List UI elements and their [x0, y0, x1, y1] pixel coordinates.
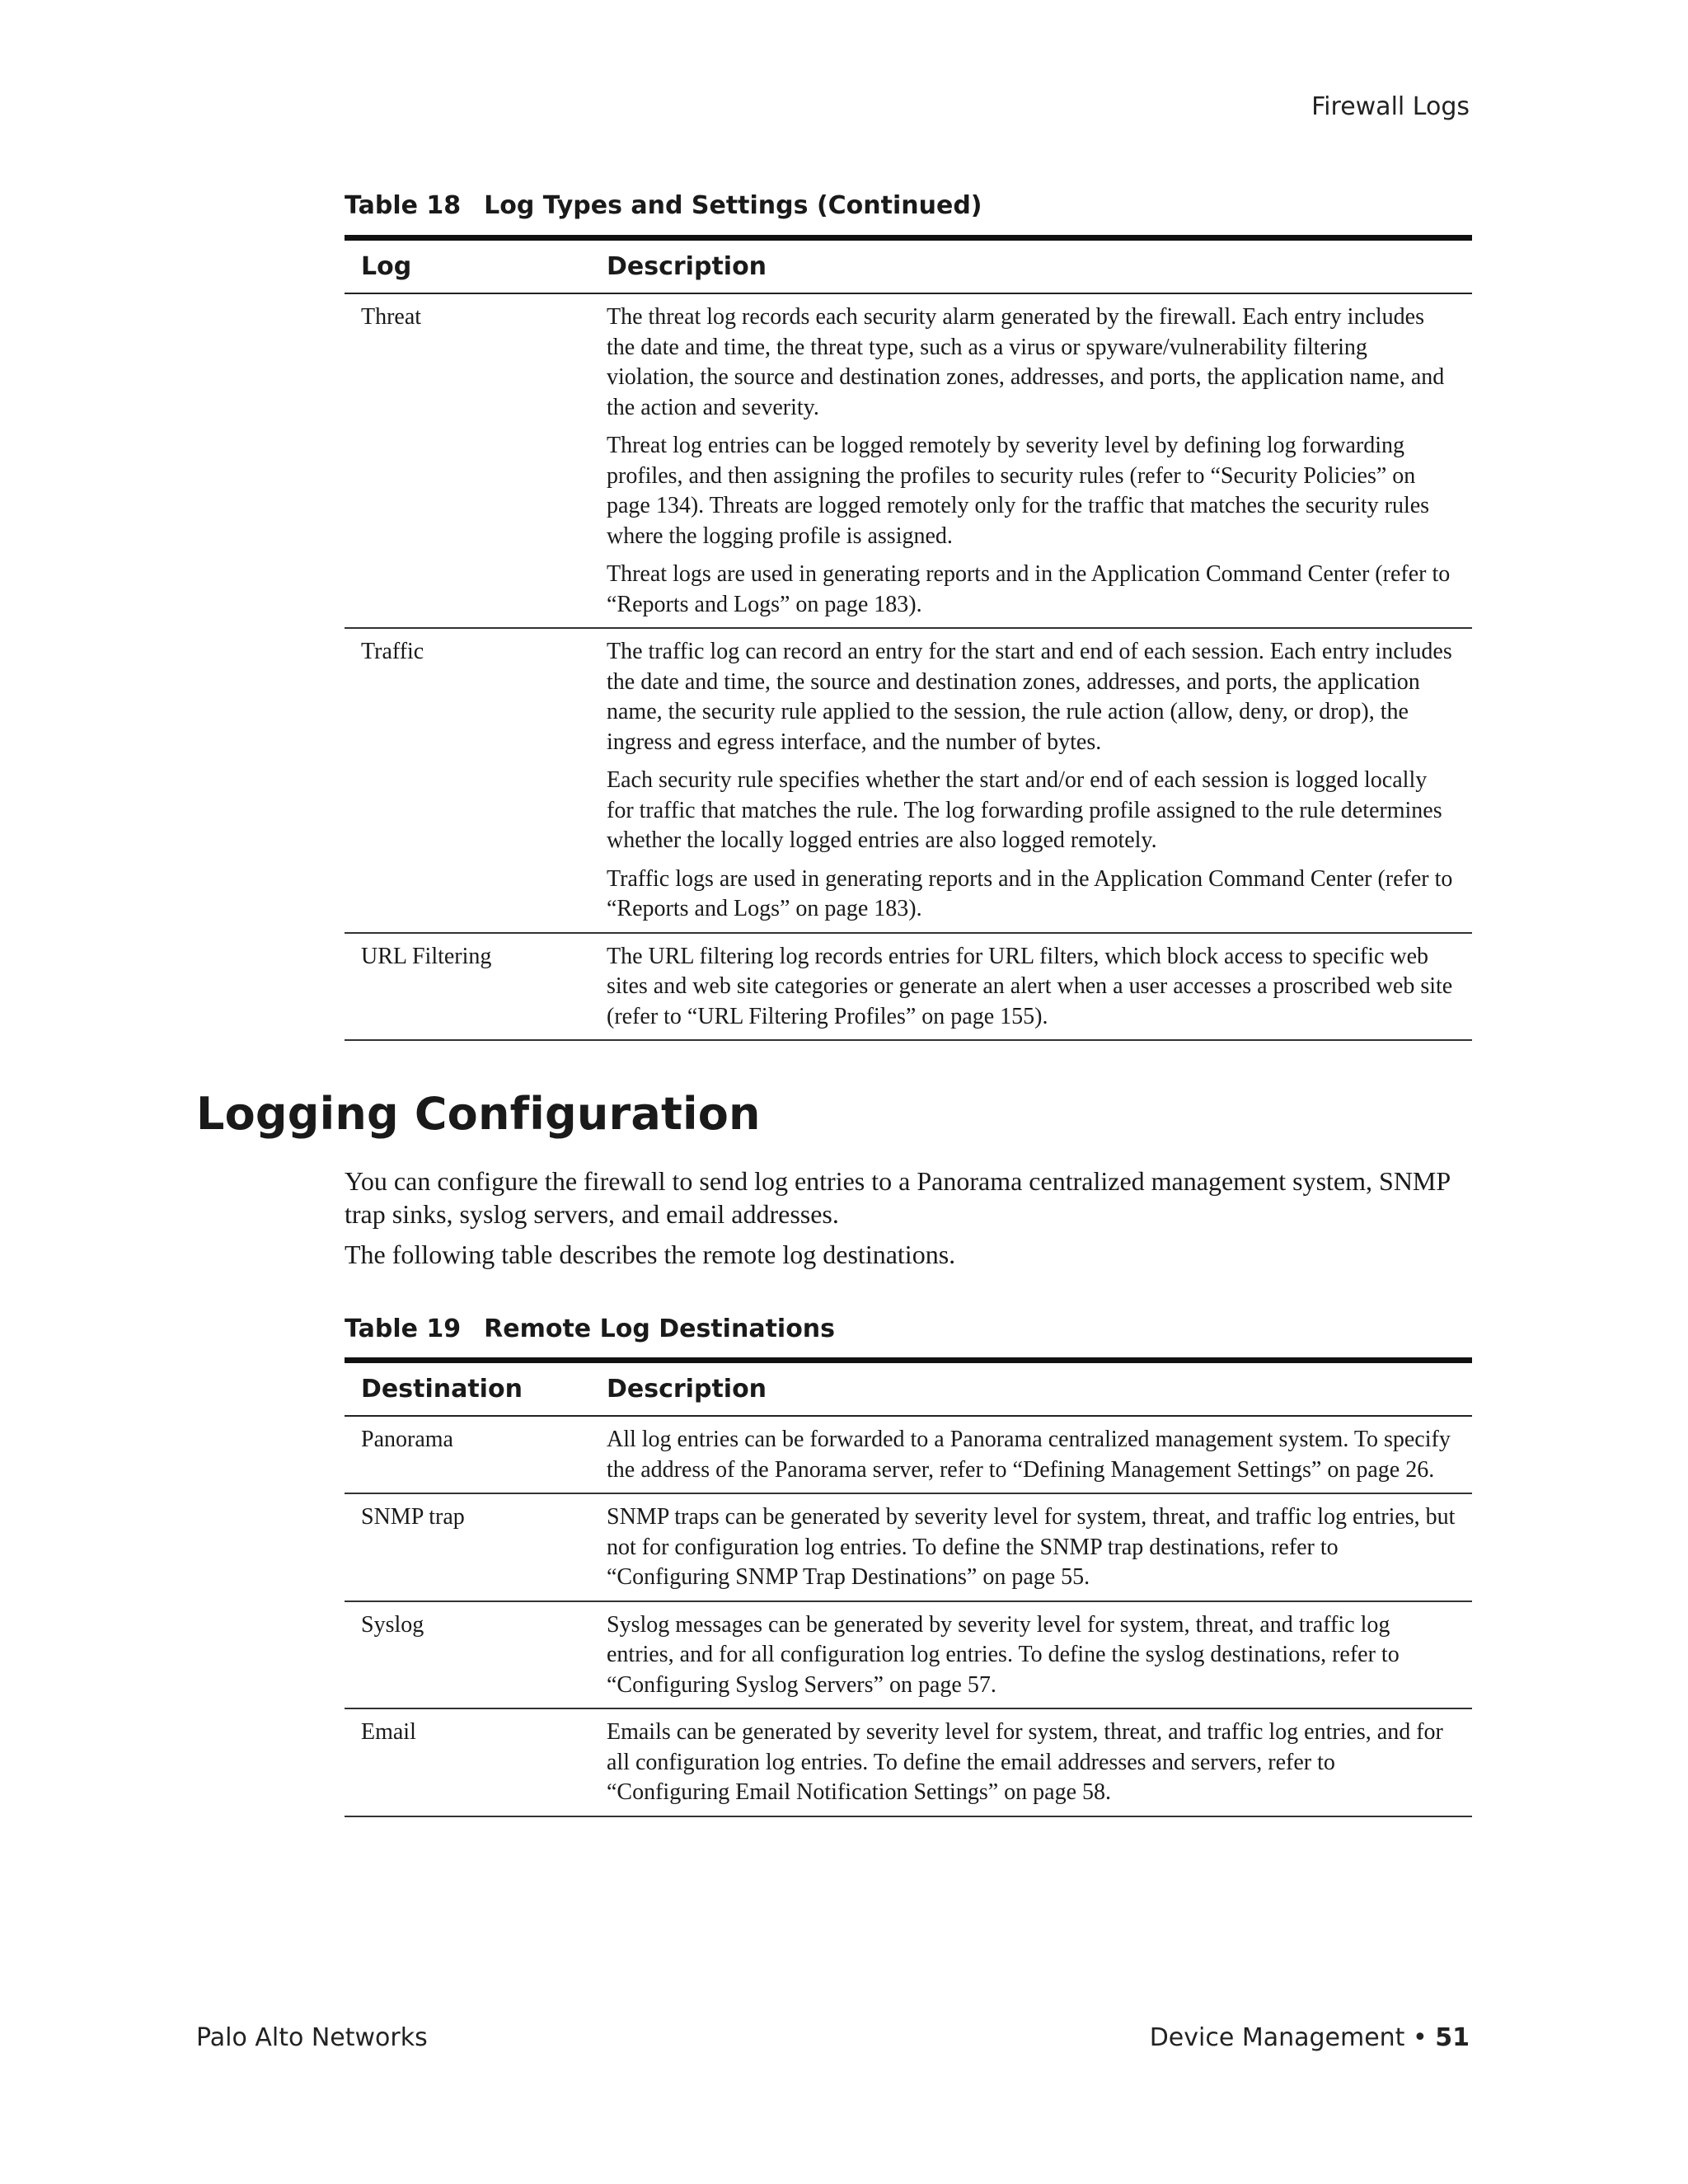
footer-company: Palo Alto Networks — [196, 2023, 428, 2052]
footer-chapter: Device Management — [1149, 2023, 1405, 2052]
description-cell: Syslog messages can be generated by severity level for system, threat, and traffic log entries, and for all configuration log entries. To define the syslog destinations, refer to “Configuring Syslog Servers” on page 57. — [590, 1601, 1472, 1709]
footer-page-info — [1150, 2023, 1470, 2052]
column-header-destination: Destination — [345, 1361, 590, 1417]
table-header-row — [345, 1361, 1472, 1417]
section-heading: Logging Configuration — [196, 1088, 761, 1140]
destination-cell: SNMP trap — [345, 1493, 590, 1601]
description-cell: SNMP traps can be generated by severity level for system, threat, and traffic log entries, but not for configuration log entries. To define the SNMP trap destinations, refer to “Configuring SNMP Trap Destinations” on page 55. — [590, 1493, 1472, 1601]
description-paragraph: The threat log records each security alarm generated by the firewall. Each entry includes the date and time, the threat type, such as a virus or spyware/vulnerability filtering violation, the source and destination zones, addresses, and ports, the application name, and the action and severity. — [607, 304, 1445, 420]
table-header-row — [345, 238, 1472, 294]
description-paragraph: The traffic log can record an entry for the start and end of each session. Each entry includes the date and time, the source and destination zones, addresses, and ports, the application name, the security rule applied to the session, the rule action (allow, deny, or drop), the ingress and egress interface, and the number of bytes. — [607, 639, 1452, 755]
table-row — [345, 1493, 1472, 1601]
table-row — [345, 628, 1472, 933]
table-19-title: Remote Log Destinations — [484, 1315, 836, 1343]
table-row — [345, 293, 1472, 628]
table-18-number: Table 18 — [345, 191, 462, 220]
description-cell — [590, 293, 1472, 628]
table-row — [345, 933, 1472, 1041]
destination-cell: Panorama — [345, 1416, 590, 1493]
description-cell: Emails can be generated by severity level for system, threat, and traffic log entries, and for all configuration log entries. To define the email addresses and servers, refer to “Configuring Email Notification Settings” on page 58. — [590, 1708, 1472, 1816]
table-18-title: Log Types and Settings (Continued) — [484, 191, 982, 220]
table-19-caption — [345, 1315, 835, 1343]
description-cell: All log entries can be forwarded to a Panorama centralized management system. To specify the address of the Panorama server, refer to “Defining Management Settings” on page 26. — [590, 1416, 1472, 1493]
description-paragraph: The URL filtering log records entries for URL filters, which block access to specific web sites and web site categories or generate an alert when a user accesses a proscribed web site (refer to “URL Filtering Profiles” on page 155). — [607, 943, 1453, 1029]
log-type-cell: URL Filtering — [345, 933, 590, 1041]
table-18-caption — [345, 191, 982, 220]
table-row — [345, 1708, 1472, 1816]
description-paragraph: Threat log entries can be logged remotely by severity level by defining log forwarding profiles, and then assigning the profiles to security rules (refer to “Security Policies” on page 134). Threats are logged remotely only for the traffic that matches the security rules where the logging profile is assigned. — [607, 433, 1430, 549]
destination-cell: Syslog — [345, 1601, 590, 1709]
intro-paragraph: The following table describes the remote log destinations. — [345, 1240, 956, 1269]
description-cell — [590, 933, 1472, 1041]
description-paragraph: Traffic logs are used in generating reports and in the Application Command Center (refer to “Reports and Logs” on page 183). — [607, 865, 1453, 921]
table-19 — [345, 1357, 1472, 1817]
intro-paragraph: You can configure the firewall to send log entries to a Panorama centralized management system, SNMP trap sinks, syslog servers, and email addresses. — [345, 1166, 1450, 1229]
description-paragraph: Threat logs are used in generating reports and in the Application Command Center (refer to “Reports and Logs” on page 183). — [607, 561, 1451, 617]
footer-separator: • — [1413, 2023, 1428, 2052]
description-cell — [590, 628, 1472, 933]
running-head: Firewall Logs — [1311, 92, 1470, 121]
table-18 — [345, 235, 1472, 1041]
log-type-cell: Traffic — [345, 628, 590, 933]
table-row — [345, 1416, 1472, 1493]
table-row — [345, 1601, 1472, 1709]
log-type-cell: Threat — [345, 293, 590, 628]
table-19-number: Table 19 — [345, 1315, 462, 1343]
column-header-log: Log — [345, 238, 590, 294]
column-header-description: Description — [590, 238, 1472, 294]
page-number: 51 — [1435, 2023, 1470, 2052]
destination-cell: Email — [345, 1708, 590, 1816]
column-header-description: Description — [590, 1361, 1472, 1417]
description-paragraph: Each security rule specifies whether the start and/or end of each session is logged locally for traffic that matches the rule. The log forwarding profile assigned to the rule determines whether the locally logged entries are also logged remotely. — [607, 767, 1442, 853]
